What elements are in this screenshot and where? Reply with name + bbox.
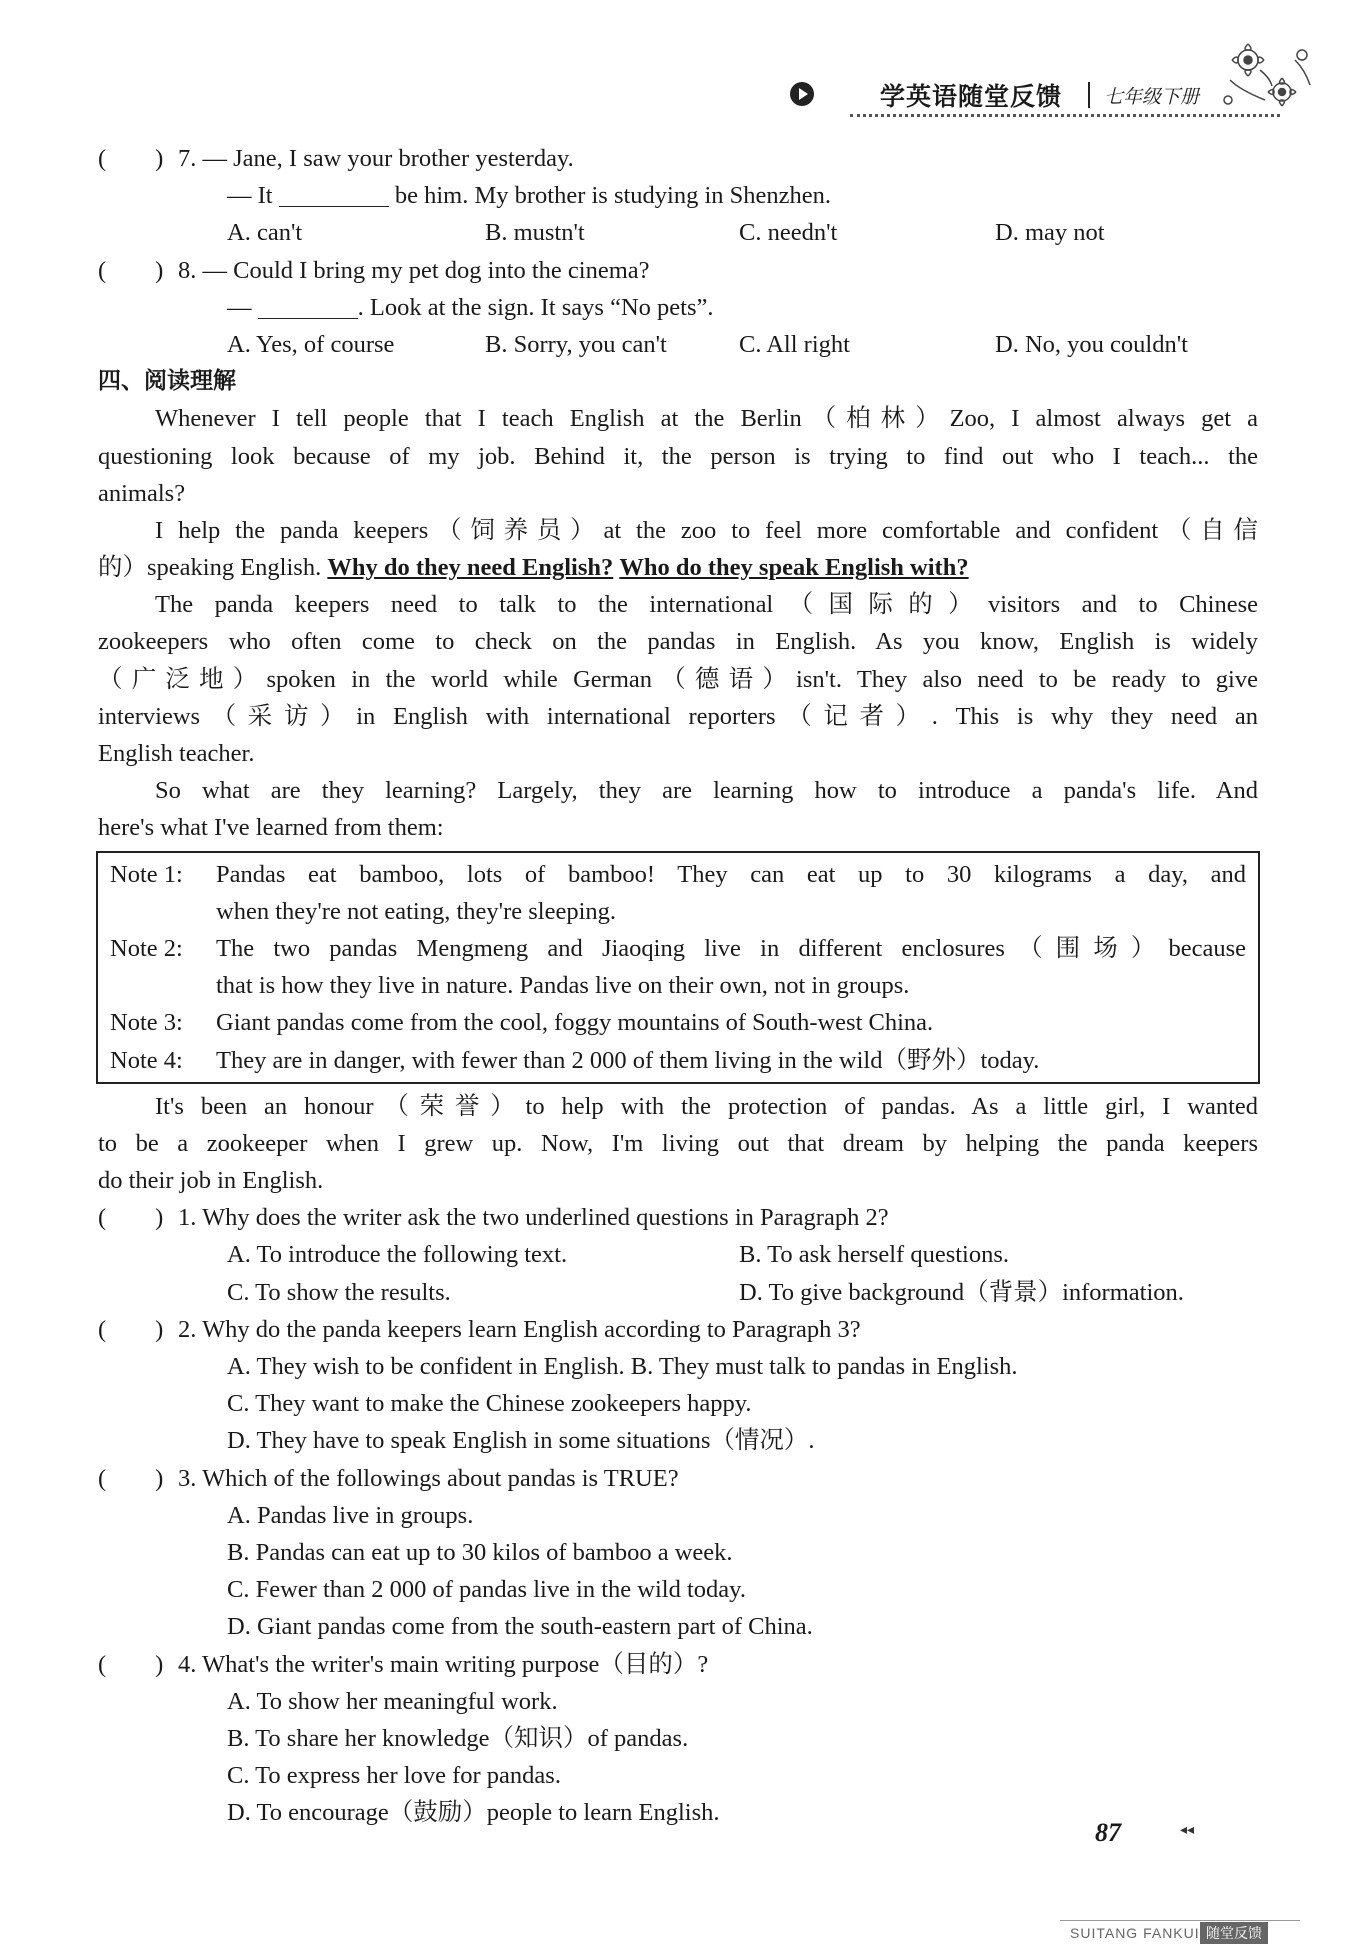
note-text: Giant pandas come from the cool, foggy mountains of South-west China. xyxy=(216,1009,934,1037)
note-3 xyxy=(110,1004,1246,1041)
response-end: be him. My brother is studying in Shenzhen. xyxy=(394,182,832,210)
paragraph-4-line: here's what I've learned from them: xyxy=(98,814,444,842)
question-3 xyxy=(98,1460,1258,1646)
option-b[interactable]: B. To share her knowledge（知识）of pandas. xyxy=(227,1724,689,1752)
footer-brand: SUITANG FANKUI xyxy=(1070,1925,1200,1941)
option-b[interactable]: B. Pandas can eat up to 30 kilos of bamboo a week. xyxy=(227,1538,733,1566)
response-start: — xyxy=(227,293,252,321)
option-d[interactable]: D. To encourage（鼓励）people to learn English. xyxy=(227,1799,720,1827)
page-content xyxy=(98,140,1258,1831)
question-stem: Why do the panda keepers learn English according to Paragraph 3? xyxy=(202,1315,861,1343)
paragraph-3-line: The panda keepers need to talk to the international（国际的）visitors and to Chinese xyxy=(155,591,1258,619)
option-a[interactable]: A. To introduce the following text. xyxy=(227,1241,568,1269)
note-text: They are in danger, with fewer than 2 000 of them living in the wild（野外）today. xyxy=(216,1046,1040,1074)
question-8-response xyxy=(98,289,1258,326)
answer-paren[interactable]: ( ) xyxy=(98,1204,164,1232)
note-text: when they're not eating, they're sleeping. xyxy=(216,897,617,925)
question-number: 2. xyxy=(178,1315,197,1343)
note-text: The two pandas Mengmeng and Jiaoqing live in different enclosures（围场）because xyxy=(216,934,1246,962)
paragraph-5-line: to be a zookeeper when I grew up. Now, I'm living out that dream by helping the panda keepers xyxy=(98,1129,1258,1157)
option-a[interactable]: A. Yes, of course xyxy=(227,330,395,358)
answer-paren[interactable]: ( ) xyxy=(98,145,164,172)
answer-blank[interactable] xyxy=(279,182,389,207)
paragraph-4-line: So what are they learning? Largely, they are learning how to introduce a panda's life. And xyxy=(155,777,1258,805)
paragraph-5-line: It's been an honour（荣誉）to help with the protection of pandas. As a little girl, I wanted xyxy=(155,1092,1258,1120)
option-a[interactable]: A. To show her meaningful work. xyxy=(227,1687,558,1715)
paragraph-2-line xyxy=(98,549,1258,586)
question-stem: What's the writer's main writing purpose（目的）? xyxy=(202,1650,709,1678)
note-4 xyxy=(110,1042,1246,1079)
section-title: 四、阅读理解 xyxy=(98,368,236,395)
paragraph-3-line: zookeepers who often come to check on the pandas in English. As you know, English is widely xyxy=(98,628,1258,656)
note-label: Note 2: xyxy=(110,934,183,962)
book-subtitle: 七年级下册 xyxy=(1104,86,1200,108)
note-2 xyxy=(110,930,1246,1004)
option-d[interactable]: D. may not xyxy=(995,219,1105,247)
answer-paren[interactable]: ( ) xyxy=(98,1464,164,1492)
question-number: 7. xyxy=(178,145,197,172)
response-start: — It xyxy=(227,182,273,210)
paragraph-2-text: 的）speaking English. xyxy=(98,554,328,582)
question-7-options xyxy=(98,214,1258,251)
option-c[interactable]: C. Fewer than 2 000 of pandas live in the wild today. xyxy=(227,1576,746,1604)
answer-blank[interactable] xyxy=(258,294,358,319)
option-b[interactable]: B. mustn't xyxy=(485,219,585,247)
paragraph-5-line: do their job in English. xyxy=(98,1167,324,1195)
flower-decoration-icon xyxy=(1210,30,1320,125)
question-stem: Why does the writer ask the two underlined questions in Paragraph 2? xyxy=(202,1204,889,1232)
notes-box xyxy=(96,851,1260,1084)
question-2 xyxy=(98,1311,1258,1460)
play-icon xyxy=(790,82,814,106)
note-text: that is how they live in nature. Pandas live on their own, not in groups. xyxy=(216,972,910,1000)
paragraph-1-line: Whenever I tell people that I teach English at the Berlin（柏林）Zoo, I almost always get a xyxy=(155,405,1258,433)
footer-tag: 随堂反馈 xyxy=(1200,1922,1268,1944)
header-separator xyxy=(1088,82,1090,108)
question-7 xyxy=(98,140,1258,177)
question-text: — Could I bring my pet dog into the cinema? xyxy=(202,256,650,284)
question-number: 4. xyxy=(178,1650,197,1678)
question-number: 8. xyxy=(178,256,197,284)
option-c[interactable]: C. All right xyxy=(739,330,850,358)
paragraph-3-line: English teacher. xyxy=(98,740,255,767)
option-a[interactable]: A. Pandas live in groups. xyxy=(227,1501,474,1529)
option-c[interactable]: C. To show the results. xyxy=(227,1278,451,1306)
question-8-options xyxy=(98,326,1258,363)
book-title: 学英语随堂反馈 xyxy=(880,82,1063,111)
option-d[interactable]: D. Giant pandas come from the south-eastern part of China. xyxy=(227,1613,813,1641)
question-number: 3. xyxy=(178,1464,197,1492)
paragraph-3-line: interviews（采访）in English with international reporters（记者）. This is why they need an xyxy=(98,702,1258,730)
note-label: Note 4: xyxy=(110,1046,183,1074)
option-d[interactable]: D. To give background（背景）information. xyxy=(739,1278,1184,1306)
option-d[interactable]: D. No, you couldn't xyxy=(995,330,1188,358)
paragraph-2-line: I help the panda keepers（饲养员）at the zoo to feel more comfortable and confident（自信 xyxy=(155,516,1258,544)
question-8 xyxy=(98,252,1258,289)
option-c[interactable]: C. To express her love for pandas. xyxy=(227,1762,561,1790)
option-a[interactable]: A. can't xyxy=(227,219,303,247)
answer-paren[interactable]: ( ) xyxy=(98,256,164,284)
arrow-left-icon: ◂◂ xyxy=(1180,1823,1195,1838)
question-4 xyxy=(98,1646,1258,1832)
answer-paren[interactable]: ( ) xyxy=(98,1315,164,1343)
note-label: Note 1: xyxy=(110,860,183,888)
underlined-question-1: Why do they need English? xyxy=(327,554,614,582)
option-a[interactable]: A. They wish to be confident in English. xyxy=(227,1353,625,1381)
note-1 xyxy=(110,856,1246,930)
note-label: Note 3: xyxy=(110,1009,183,1037)
paragraph-1-line: animals? xyxy=(98,479,186,507)
question-text: — Jane, I saw your brother yesterday. xyxy=(202,145,574,172)
paragraph-1-line: questioning look because of my job. Behind it, the person is trying to find out who I teach... the xyxy=(98,442,1258,470)
answer-paren[interactable]: ( ) xyxy=(98,1650,164,1678)
underlined-question-2: Who do they speak English with? xyxy=(619,554,969,582)
page-number: 87 xyxy=(1095,1818,1121,1847)
option-b[interactable]: B. They must talk to pandas in English. xyxy=(630,1353,1018,1381)
option-b[interactable]: B. Sorry, you can't xyxy=(485,330,667,358)
option-d[interactable]: D. They have to speak English in some situations（情况）. xyxy=(227,1427,815,1455)
footer-rule xyxy=(1060,1920,1300,1921)
question-1 xyxy=(98,1199,1258,1311)
paragraph-3-line: （广泛地）spoken in the world while German（德语）isn't. They also need to be ready to give xyxy=(98,665,1258,693)
question-stem: Which of the followings about pandas is TRUE? xyxy=(202,1464,679,1492)
question-7-response xyxy=(98,177,1258,214)
option-b[interactable]: B. To ask herself questions. xyxy=(739,1241,1010,1269)
question-number: 1. xyxy=(178,1204,197,1232)
reading-passage xyxy=(98,400,1258,1199)
response-end: . Look at the sign. It says “No pets”. xyxy=(357,293,714,321)
option-c[interactable]: C. needn't xyxy=(739,219,838,247)
option-c[interactable]: C. They want to make the Chinese zookeepers happy. xyxy=(227,1390,752,1418)
note-text: Pandas eat bamboo, lots of bamboo! They can eat up to 30 kilograms a day, and xyxy=(216,860,1246,888)
